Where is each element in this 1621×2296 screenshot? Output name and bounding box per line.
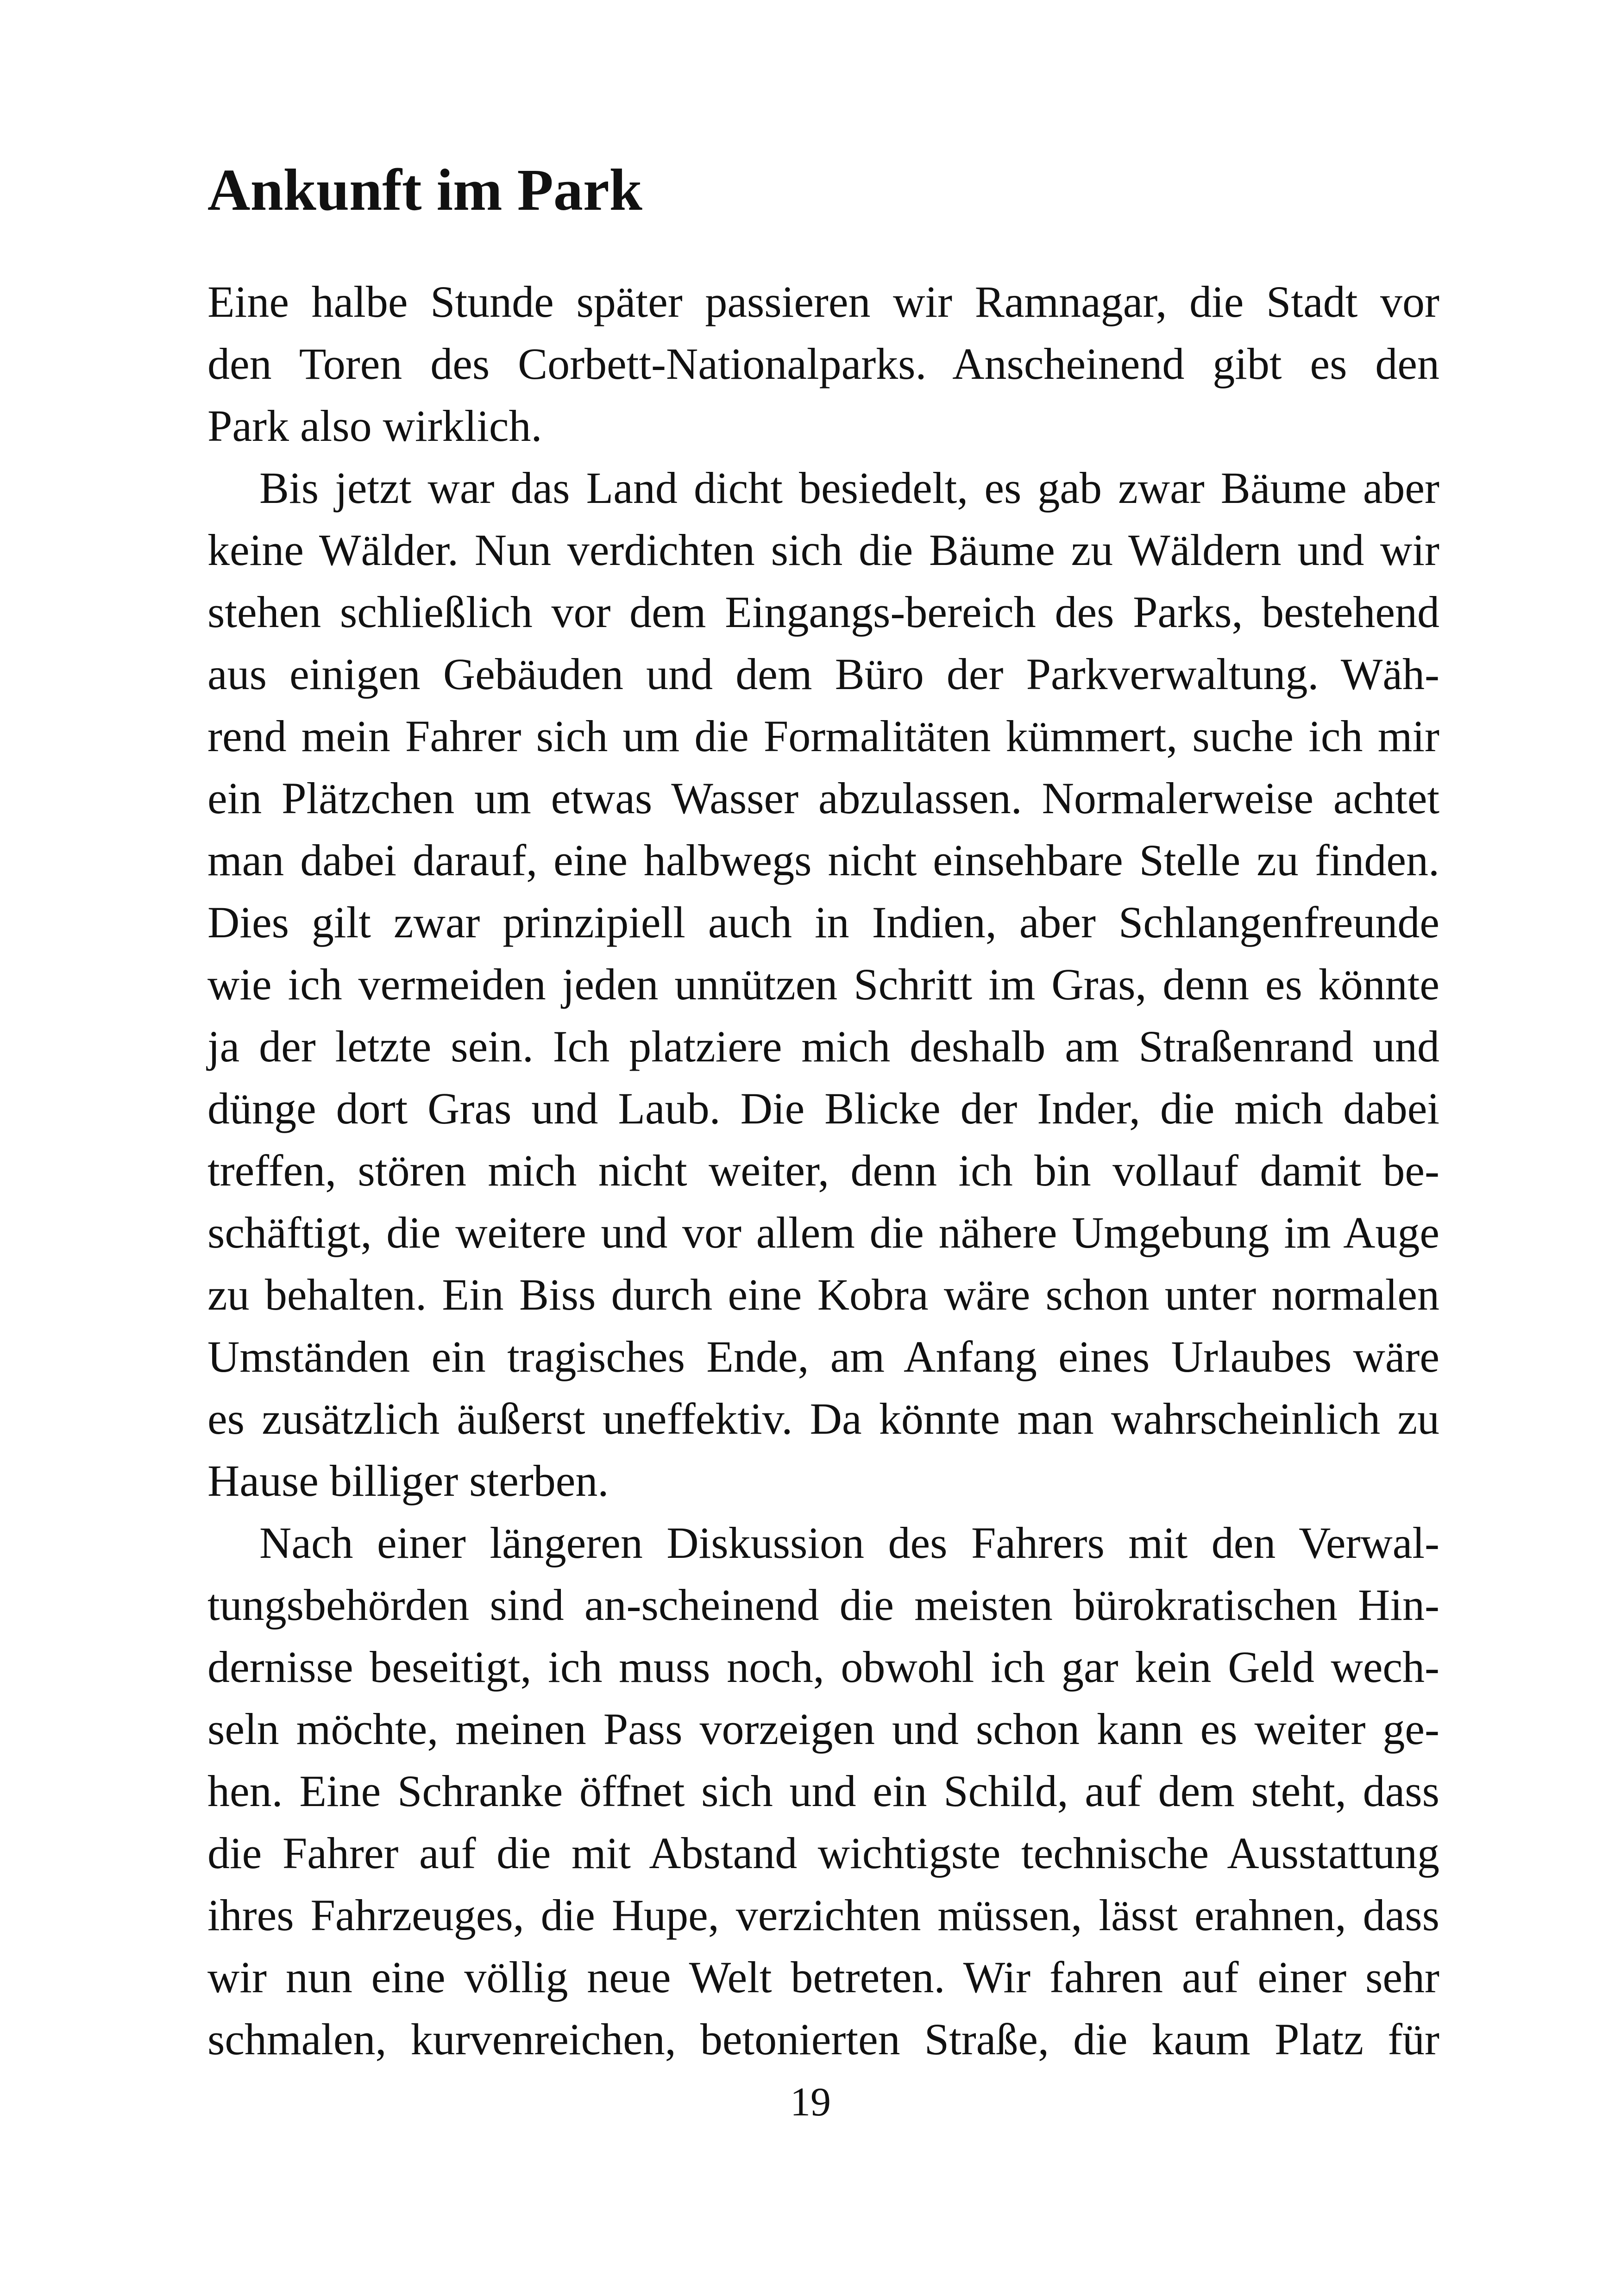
text-line: die Fahrer auf die mit Abstand wichtigste technische Ausstattung (207, 1828, 1439, 1878)
text-line: ein Plätzchen um etwas Wasser abzulassen. Normalerweise achtet (207, 773, 1439, 823)
text-line: Park also wirklich. (207, 401, 542, 451)
text-line: tungsbehörden sind an-scheinend die meisten bürokratischen Hin- (207, 1580, 1439, 1630)
text-line: seln möchte, meinen Pass vorzeigen und schon kann es weiter ge- (207, 1704, 1439, 1754)
text-line: es zusätzlich äußerst uneffektiv. Da könnte man wahrscheinlich zu (207, 1394, 1439, 1443)
text-line: dernisse beseitigt, ich muss noch, obwohl ich gar kein Geld wech- (207, 1642, 1439, 1692)
paragraph (207, 457, 1439, 1512)
text-line: schmalen, kurvenreichen, betonierten Straße, die kaum Platz für (207, 2014, 1439, 2064)
text-line: aus einigen Gebäuden und dem Büro der Parkverwaltung. Wäh- (207, 649, 1439, 699)
text-line: zu behalten. Ein Biss durch eine Kobra wäre schon unter normalen (207, 1270, 1439, 1319)
text-line: ja der letzte sein. Ich platziere mich deshalb am Straßenrand und (207, 1022, 1439, 1071)
text-line: den Toren des Corbett-Nationalparks. Anscheinend gibt es den (207, 339, 1439, 389)
text-line: wir nun eine völlig neue Welt betreten. Wir fahren auf einer sehr (207, 1952, 1439, 2002)
text-line: Eine halbe Stunde später passieren wir Ramnagar, die Stadt vor (207, 277, 1439, 326)
text-line: schäftigt, die weitere und vor allem die nähere Umgebung im Auge (207, 1208, 1439, 1257)
text-line: wie ich vermeiden jeden unnützen Schritt im Gras, denn es könnte (207, 960, 1439, 1009)
chapter-heading: Ankunft im Park (207, 157, 642, 223)
text-line: keine Wälder. Nun verdichten sich die Bäume zu Wäldern und wir (207, 525, 1439, 575)
text-line: stehen schließlich vor dem Eingangs-bereich des Parks, bestehend (207, 587, 1439, 637)
text-line: treffen, stören mich nicht weiter, denn ich bin vollauf damit be- (207, 1146, 1439, 1195)
paragraph (207, 271, 1439, 457)
text-line: hen. Eine Schranke öffnet sich und ein Schild, auf dem steht, dass (207, 1766, 1439, 1816)
body-text (207, 271, 1439, 2070)
text-line: ihres Fahrzeuges, die Hupe, verzichten müssen, lässt erahnen, dass (207, 1890, 1439, 1940)
text-line: Dies gilt zwar prinzipiell auch in Indien, aber Schlangenfreunde (207, 897, 1439, 947)
text-line: Umständen ein tragisches Ende, am Anfang eines Urlaubes wäre (207, 1332, 1439, 1381)
text-line: rend mein Fahrer sich um die Formalitäten kümmert, suche ich mir (207, 711, 1439, 761)
text-line: Bis jetzt war das Land dicht besiedelt, es gab zwar Bäume aber (259, 463, 1439, 513)
page-number: 19 (790, 2080, 831, 2125)
text-line: Nach einer längeren Diskussion des Fahrers mit den Verwal- (259, 1518, 1439, 1568)
text-line: Hause billiger sterben. (207, 1456, 609, 1506)
text-line: dünge dort Gras und Laub. Die Blicke der Inder, die mich dabei (207, 1084, 1439, 1133)
paragraph (207, 1512, 1439, 2070)
text-line: man dabei darauf, eine halbwegs nicht einsehbare Stelle zu finden. (207, 835, 1439, 885)
